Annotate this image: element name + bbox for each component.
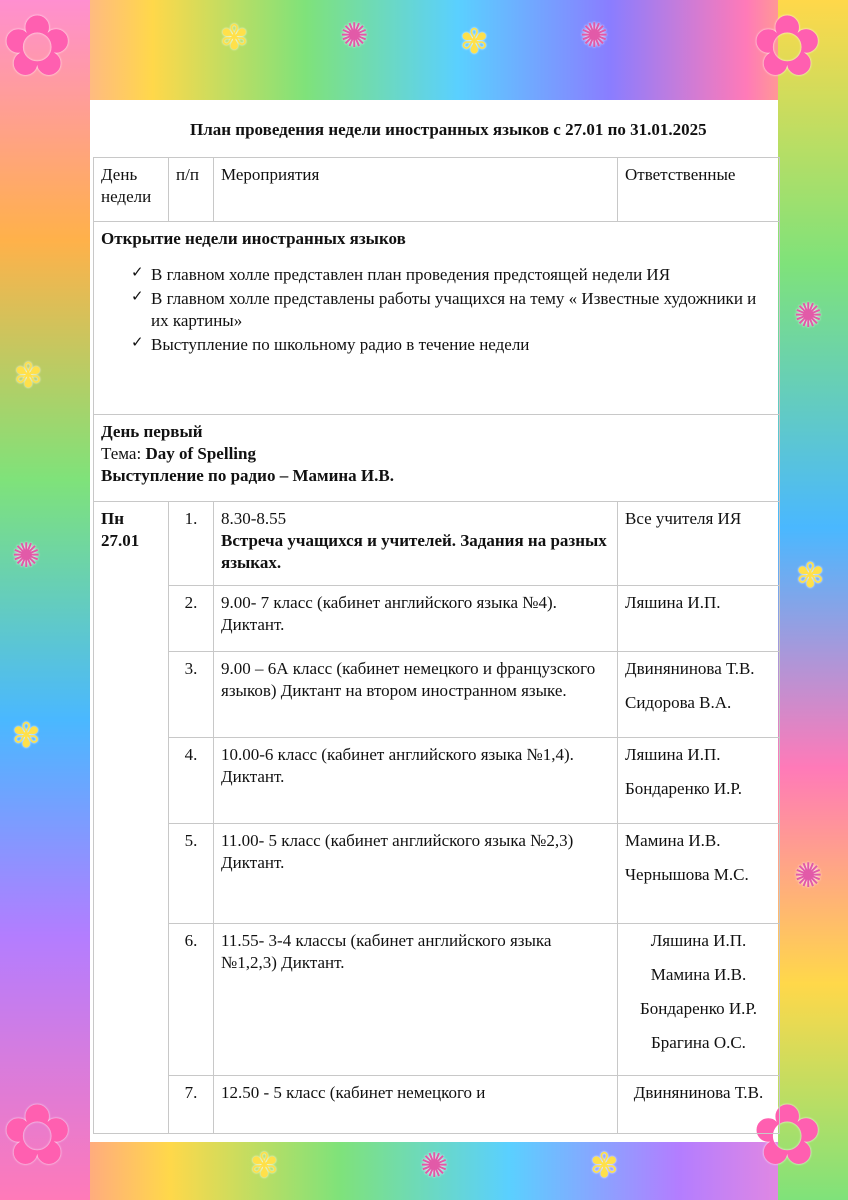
flower-icon: ✺ (340, 18, 369, 55)
table-row: Пн 27.01 1. 8.30-8.55 Встреча учащихся и учителей. Задания на разных языках. Все учителя ИЯ (94, 502, 780, 586)
responsible-name: Мамина И.В. (650, 965, 747, 985)
flower-icon: ✾ (250, 1148, 279, 1185)
flower-icon: ✿ (752, 1, 823, 94)
check-icon: ✓ (131, 289, 144, 306)
flower-icon: ✾ (590, 1148, 619, 1185)
event-text: 11.55- 3-4 классы (кабинет английского языка №1,2,3) Диктант. (214, 924, 618, 1076)
responsible-name: Двинянинова Т.В. (625, 659, 755, 678)
list-item: ✓ Выступление по школьному радио в течение недели (131, 335, 530, 355)
responsible-name: Двинянинова Т.В. (633, 1083, 764, 1102)
flower-icon: ✾ (14, 358, 43, 395)
event-text: Встреча учащихся и учителей. Задания на разных языках. (221, 531, 607, 573)
list-item: ✓ В главном холле представлены работы учащихся на тему « Известные художники и их картины» (131, 289, 757, 331)
day1-radio: Выступление по радио – Мамина И.В. (101, 466, 394, 486)
event-text: 9.00- 7 класс (кабинет английского языка №4). Диктант. (214, 586, 618, 652)
table-row: 5. 11.00- 5 класс (кабинет английского языка №2,3) Диктант. Мамина И.В. Чернышова М.С. (94, 824, 780, 924)
header-num: п/п (169, 158, 214, 222)
table-row: 7. 12.50 - 5 класс (кабинет немецкого и Двинянинова Т.В. (94, 1076, 780, 1134)
event-text: 10.00-6 класс (кабинет английского языка №1,4). Диктант. (214, 738, 618, 824)
table-row: 6. 11.55- 3-4 классы (кабинет английского языка №1,2,3) Диктант. Ляшина И.П. Мамина И.В. Бондаренко И.Р. Брагина О.С. (94, 924, 780, 1076)
table-row: 2. 9.00- 7 класс (кабинет английского языка №4). Диктант. Ляшина И.П. (94, 586, 780, 652)
flower-icon: ✺ (794, 858, 823, 895)
check-icon: ✓ (131, 265, 144, 282)
responsible-name: Чернышова М.С. (625, 865, 749, 885)
flower-icon: ✾ (796, 558, 825, 595)
flower-icon: ✺ (420, 1148, 449, 1185)
flower-icon: ✾ (460, 24, 489, 61)
event-text: 12.50 - 5 класс (кабинет немецкого и (214, 1076, 618, 1134)
flower-icon: ✿ (2, 1, 73, 94)
responsible-name: Мамина И.В. (625, 831, 721, 850)
plan-table (93, 157, 780, 1134)
table-row: 3. 9.00 – 6А класс (кабинет немецкого и французского языков) Диктант на втором иностранном языке. Двинянинова Т.В. Сидорова В.А. (94, 652, 780, 738)
responsible-name: Сидорова В.А. (625, 693, 732, 713)
flower-icon: ✺ (580, 18, 609, 55)
responsible-name: Ляшина И.П. (625, 745, 721, 764)
flower-icon: ✺ (12, 538, 41, 575)
responsible-name: Ляшина И.П. (650, 931, 747, 950)
flower-icon: ✿ (752, 1090, 823, 1183)
border-top-decoration (0, 0, 848, 100)
event-text: 9.00 – 6А класс (кабинет немецкого и французского языков) Диктант на втором иностранном языке. (214, 652, 618, 738)
flower-icon: ✿ (2, 1090, 73, 1183)
flower-icon: ✺ (794, 298, 823, 335)
responsible-name: Ляшина И.П. (625, 593, 721, 612)
opening-row (94, 222, 780, 415)
opening-heading: Открытие недели иностранных языков (101, 229, 406, 248)
event-text: 11.00- 5 класс (кабинет английского языка №2,3) Диктант. (214, 824, 618, 924)
responsible-name: Брагина О.С. (651, 1033, 746, 1053)
opening-list (101, 264, 772, 356)
responsible-name: Все учителя ИЯ (625, 509, 742, 528)
check-icon: ✓ (131, 335, 144, 352)
flower-icon: ✾ (220, 20, 249, 57)
header-responsible: Ответственные (618, 158, 780, 222)
event-time: 8.30-8.55 (221, 509, 287, 528)
table-row: 4. 10.00-6 класс (кабинет английского языка №1,4). Диктант. Ляшина И.П. Бондаренко И.Р. (94, 738, 780, 824)
header-events: Мероприятия (214, 158, 618, 222)
day1-heading-row (94, 415, 780, 502)
border-left-decoration (0, 0, 90, 1200)
table-header-row (94, 158, 780, 222)
flower-icon: ✾ (12, 718, 41, 755)
responsible-name: Бондаренко И.Р. (640, 999, 757, 1019)
header-day: День недели (94, 158, 169, 222)
day1-theme: Тема: Day of Spelling (101, 444, 256, 464)
document-title: План проведения недели иностранных языков с 27.01 по 31.01.2025 (190, 120, 707, 139)
list-item: ✓ В главном холле представлен план проведения предстоящей недели ИЯ (131, 265, 671, 285)
border-right-decoration (778, 0, 848, 1200)
day-cell-mon: Пн 27.01 (94, 502, 169, 1134)
responsible-name: Бондаренко И.Р. (625, 779, 742, 799)
day1-heading: День первый (101, 422, 203, 441)
